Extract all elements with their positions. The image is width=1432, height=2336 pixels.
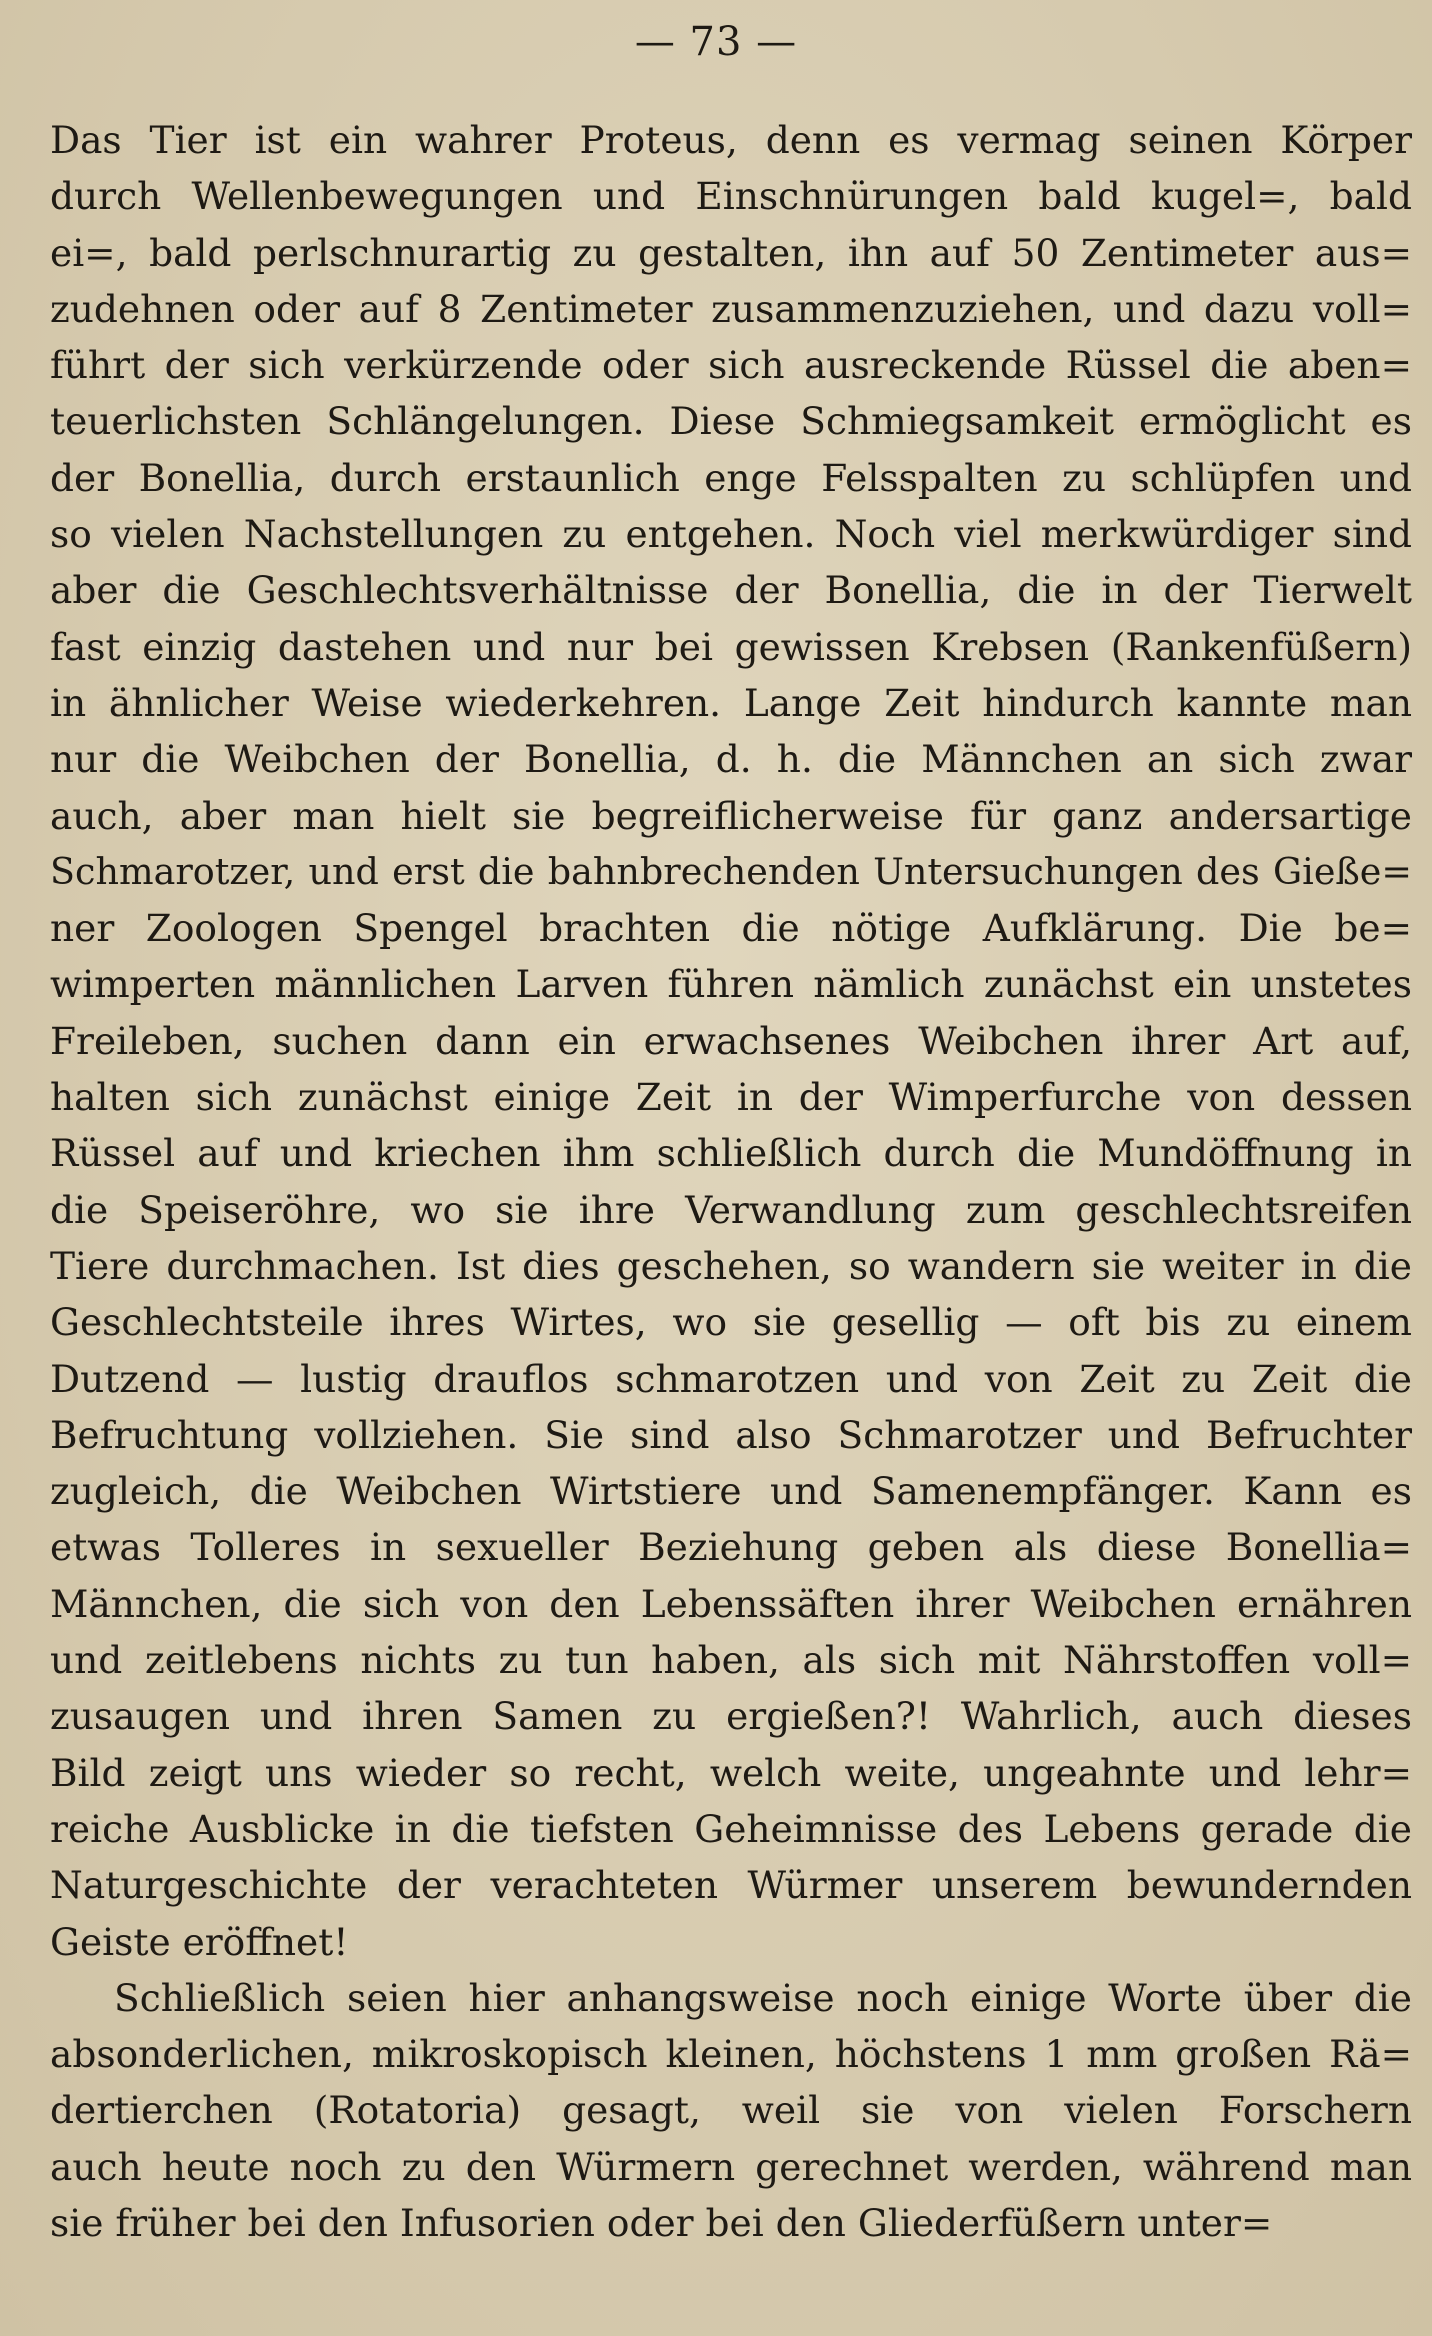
paragraph — [50, 1970, 1412, 2251]
body-text — [50, 112, 1412, 2251]
text-line: zugleich, die Weibchen Wirtstiere und Samenempfänger. Kann es — [50, 1469, 1412, 1514]
text-line: die Speiseröhre, wo sie ihre Verwandlung zum geschlechtsreifen — [50, 1187, 1412, 1232]
text-line: Dutzend — lustig drauflos schmarotzen und von Zeit zu Zeit die — [50, 1356, 1412, 1401]
text-line: zusaugen und ihren Samen zu ergießen?! Wahrlich, auch dieses — [50, 1694, 1412, 1739]
paragraph — [50, 112, 1412, 1970]
text-line: führt der sich verkürzende oder sich ausreckende Rüssel die aben= — [50, 343, 1412, 388]
text-line: etwas Tolleres in sexueller Beziehung geben als diese Bonellia= — [50, 1525, 1412, 1570]
text-line: Bild zeigt uns wieder so recht, welch weite, ungeahnte und lehr= — [50, 1750, 1412, 1795]
text-line: Tiere durchmachen. Ist dies geschehen, so wandern sie weiter in die — [50, 1243, 1412, 1288]
text-line: Geschlechtsteile ihres Wirtes, wo sie gesellig — oft bis zu einem — [50, 1300, 1412, 1345]
text-line: absonderlichen, mikroskopisch kleinen, höchstens 1 mm großen Rä= — [50, 2032, 1412, 2077]
text-line: ei=, bald perlschnurartig zu gestalten, ihn auf 50 Zentimeter aus= — [50, 230, 1412, 275]
page-number: — 73 — — [634, 19, 798, 65]
text-line: Rüssel auf und kriechen ihm schließlich durch die Mundöffnung in — [50, 1131, 1412, 1176]
text-line: ner Zoologen Spengel brachten die nötige Aufklärung. Die be= — [50, 906, 1412, 951]
text-line: auch, aber man hielt sie begreiflicherweise für ganz andersartige — [50, 793, 1412, 838]
text-line: in ähnlicher Weise wiederkehren. Lange Zeit hindurch kannte man — [50, 680, 1412, 725]
text-line: Männchen, die sich von den Lebenssäften ihrer Weibchen ernähren — [50, 1581, 1412, 1626]
text-line: zudehnen oder auf 8 Zentimeter zusammenzuziehen, und dazu voll= — [50, 286, 1412, 331]
text-line: Schmarotzer, und erst die bahnbrechenden Untersuchungen des Gieße= — [50, 849, 1412, 893]
text-line: nur die Weibchen der Bonellia, d. h. die Männchen an sich zwar — [50, 737, 1412, 782]
text-line: reiche Ausblicke in die tiefsten Geheimnisse des Lebens gerade die — [50, 1806, 1412, 1851]
text-line: dertierchen (Rotatoria) gesagt, weil sie von vielen Forschern — [50, 2088, 1412, 2133]
text-line: Befruchtung vollziehen. Sie sind also Schmarotzer und Befruchter — [50, 1412, 1412, 1457]
text-line: der Bonellia, durch erstaunlich enge Felsspalten zu schlüpfen und — [50, 455, 1412, 500]
text-line: Naturgeschichte der verachteten Würmer unserem bewundernden — [50, 1863, 1412, 1908]
text-line: auch heute noch zu den Würmern gerechnet werden, während man — [50, 2144, 1412, 2189]
text-line: Schließlich seien hier anhangsweise noch einige Worte über die — [114, 1975, 1412, 2020]
text-line: sie früher bei den Infusorien oder bei den Gliederfüßern unter= — [50, 2200, 1273, 2245]
text-line: teuerlichsten Schlängelungen. Diese Schmiegsamkeit ermöglicht es — [50, 399, 1412, 444]
text-line: aber die Geschlechtsverhältnisse der Bonellia, die in der Tierwelt — [50, 568, 1412, 613]
text-line: Geiste eröffnet! — [50, 1919, 349, 1964]
text-line: und zeitlebens nichts zu tun haben, als sich mit Nährstoffen voll= — [50, 1638, 1412, 1683]
text-line: fast einzig dastehen und nur bei gewissen Krebsen (Rankenfüßern) — [50, 624, 1412, 669]
text-line: Freileben, suchen dann ein erwachsenes Weibchen ihrer Art auf, — [50, 1018, 1412, 1063]
text-line: wimperten männlichen Larven führen nämlich zunächst ein unstetes — [50, 962, 1412, 1007]
text-line: halten sich zunächst einige Zeit in der Wimperfurche von dessen — [50, 1075, 1412, 1120]
text-line: durch Wellenbewegungen und Einschnürungen bald kugel=, bald — [50, 174, 1412, 219]
text-line: so vielen Nachstellungen zu entgehen. Noch viel merkwürdiger sind — [50, 512, 1412, 557]
text-line: Das Tier ist ein wahrer Proteus, denn es vermag seinen Körper — [50, 118, 1412, 162]
